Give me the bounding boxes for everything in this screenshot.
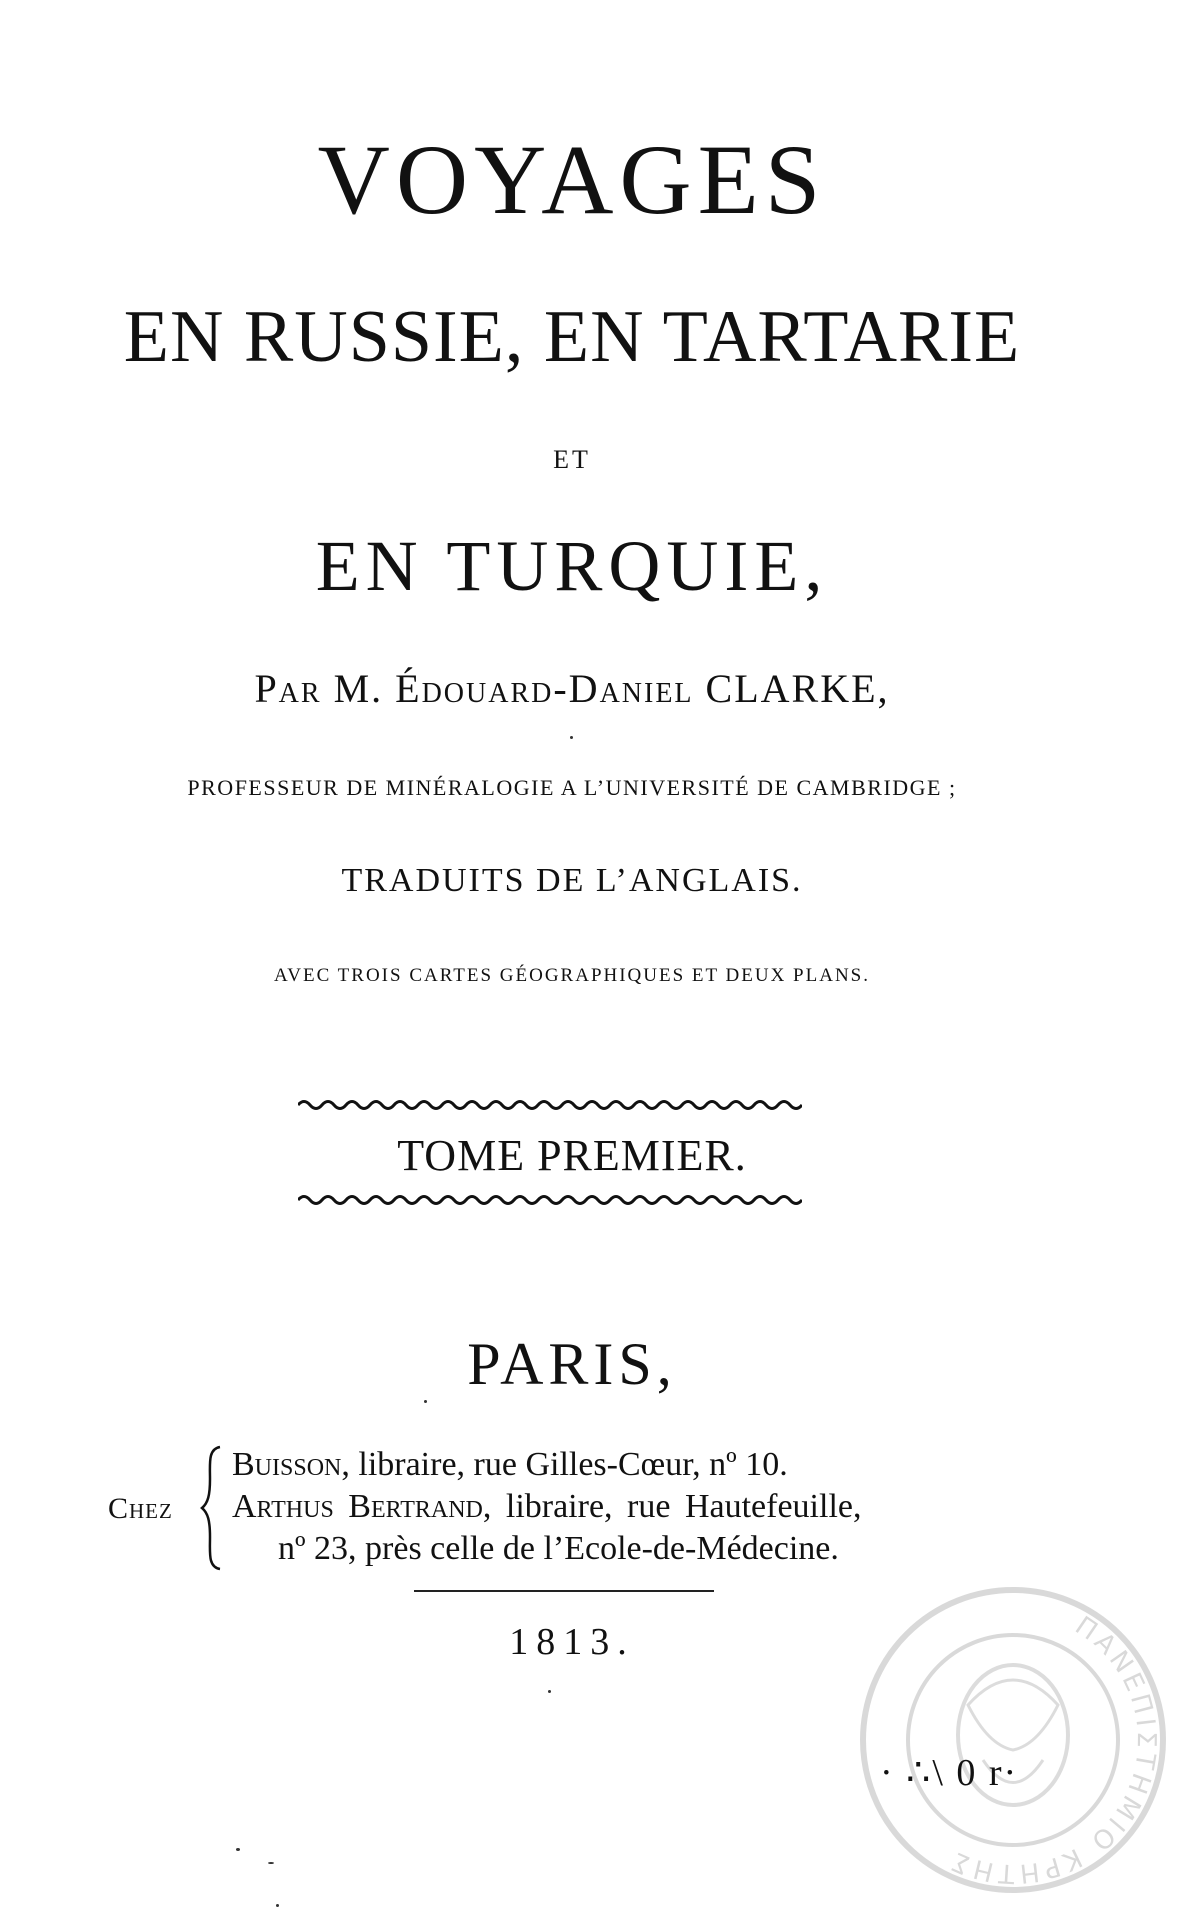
city-name: PARIS, <box>467 1331 677 1397</box>
ink-speck <box>570 736 573 739</box>
publisher-name-buisson: Buisson <box>232 1446 342 1483</box>
translation-note: TRADUITS DE L’ANGLAIS. <box>341 862 803 899</box>
author-line: Par M. Édouard-Daniel CLARKE, <box>254 666 890 711</box>
ornament-rule-top <box>298 1098 802 1112</box>
publisher-address-2: , libraire, rue Hautefeuille, <box>482 1488 862 1525</box>
svg-text:ΠΑΝΕΠΙΣΤΗΜΙΟ ΚΡΗΤΗΣ: ΠΑΝΕΠΙΣΤΗΜΙΟ ΚΡΗΤΗΣ <box>944 1610 1162 1889</box>
ink-mark-text: · ∴\ 0 r· <box>880 1752 1019 1794</box>
author-profession: PROFESSEUR DE MINÉRALOGIE A L’UNIVERSITÉ DE CAMBRIDGE ; <box>187 775 957 800</box>
ink-speck <box>268 1862 274 1864</box>
conjunction-et: ET <box>553 445 591 474</box>
library-stamp-seal-icon <box>848 1575 1178 1915</box>
ink-speck <box>424 1400 427 1403</box>
ink-speck <box>548 1690 551 1693</box>
ink-speck <box>236 1848 240 1851</box>
publisher-line-1 <box>232 1446 788 1484</box>
curly-brace-icon <box>198 1443 226 1573</box>
book-title: VOYAGES <box>317 124 827 235</box>
publisher-name-bertrand: Arthus Bertrand <box>232 1488 483 1525</box>
publisher-line-2 <box>232 1488 861 1526</box>
horizontal-rule <box>414 1590 714 1592</box>
publisher-address-1: , libraire, rue Gilles-Cœur, nº 10. <box>341 1446 788 1483</box>
publisher-chez-label: Chez <box>108 1492 173 1525</box>
publisher-line-3: nº 23, près celle de l’Ecole-de-Médecine. <box>278 1530 839 1567</box>
ink-speck <box>276 1904 279 1907</box>
book-subtitle-2: EN TURQUIE, <box>315 526 829 606</box>
publication-year: 1813. <box>509 1621 635 1663</box>
volume-label: TOME PREMIER. <box>397 1131 747 1180</box>
maps-note: AVEC TROIS CARTES GÉOGRAPHIQUES ET DEUX PLANS. <box>274 965 870 986</box>
book-subtitle: EN RUSSIE, EN TARTARIE <box>123 296 1021 378</box>
ornament-rule-bottom <box>298 1193 802 1207</box>
